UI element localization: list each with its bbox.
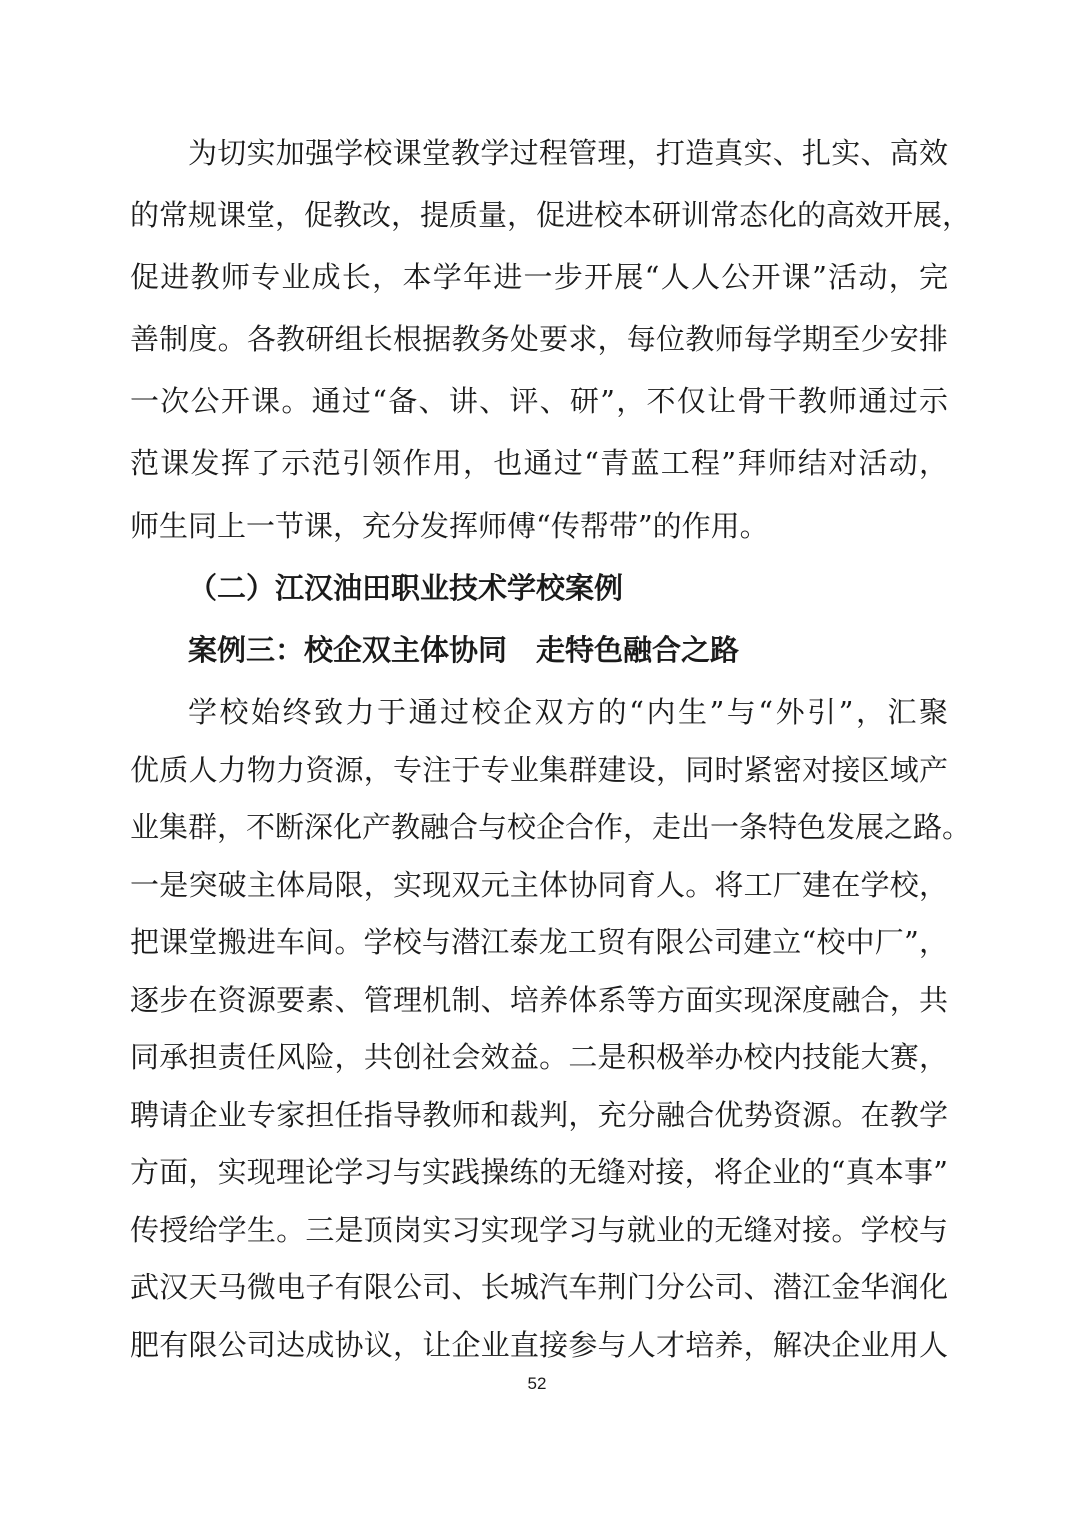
paragraph-line: 为切实加强学校课堂教学过程管理，打造真实、扎实、高效 <box>188 136 948 170</box>
paragraph-line: 一是突破主体局限，实现双元主体协同育人。将工厂建在学校， <box>130 867 948 902</box>
page-number: 52 <box>527 1374 547 1393</box>
section-heading: （二）江汉油田职业技术学校案例 <box>188 571 624 605</box>
paragraph-line: 范课发挥了示范引领作用，也通过“青蓝工程”拜师结对活动， <box>130 446 948 480</box>
paragraph-line: 师生同上一节课，充分发挥师傅“传帮带”的作用。 <box>130 509 769 543</box>
paragraph-line: 的常规课堂，促教改，提质量，促进校本研训常态化的高效开展， <box>130 198 972 232</box>
paragraph-line: 同承担责任风险，共创社会效益。二是积极举办校内技能大赛， <box>130 1040 948 1074</box>
paragraph-line: 优质人力物力资源，专注于专业集群建设，同时紧密对接区域产 <box>130 752 948 787</box>
paragraph-line: 逐步在资源要素、管理机制、培养体系等方面实现深度融合，共 <box>130 982 948 1017</box>
paragraph-line: 方面，实现理论学习与实践操练的无缝对接，将企业的“真本事” <box>130 1155 948 1189</box>
paragraph-line: 一次公开课。通过“备、讲、评、研”，不仅让骨干教师通过示 <box>130 384 948 418</box>
paragraph-line: 把课堂搬进车间。学校与潜江泰龙工贸有限公司建立“校中厂”， <box>130 925 948 959</box>
paragraph-line: 传授给学生。三是顶岗实习实现学习与就业的无缝对接。学校与 <box>130 1212 948 1247</box>
paragraph-line: 武汉天马微电子有限公司、长城汽车荆门分公司、潜江金华润化 <box>130 1270 948 1304</box>
paragraph-line: 促进教师专业成长，本学年进一步开展“人人公开课”活动，完 <box>130 260 948 294</box>
paragraph-line: 善制度。各教研组长根据教务处要求，每位教师每学期至少安排 <box>130 322 948 356</box>
paragraph-line: 学校始终致力于通过校企双方的“内生”与“外引”，汇聚 <box>188 695 948 729</box>
paragraph-line: 业集群，不断深化产教融合与校企合作，走出一条特色发展之路。 <box>130 810 972 844</box>
paragraph-line: 肥有限公司达成协议，让企业直接参与人才培养，解决企业用人 <box>130 1327 948 1362</box>
case-heading: 案例三：校企双主体协同 走特色融合之路 <box>188 633 740 667</box>
paragraph-line: 聘请企业专家担任指导教师和裁判，充分融合优势资源。在教学 <box>130 1097 948 1132</box>
